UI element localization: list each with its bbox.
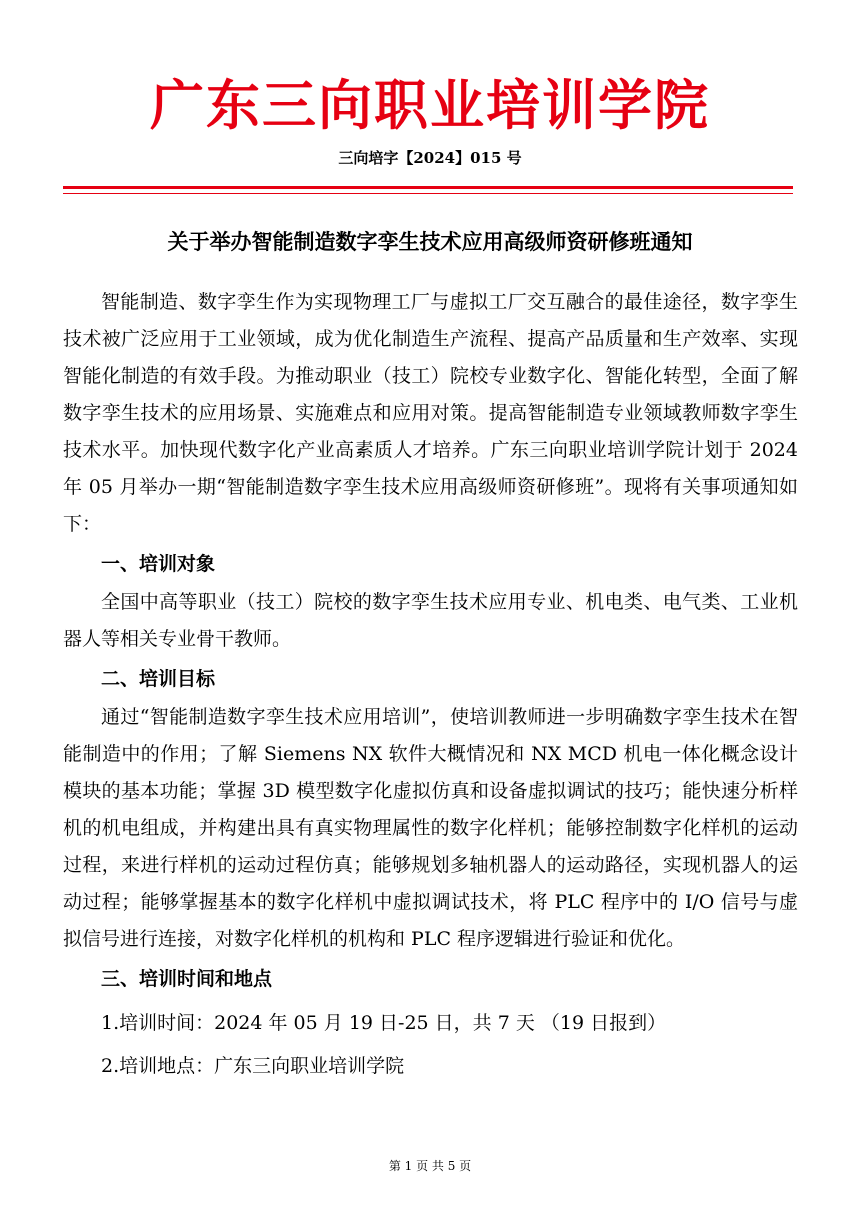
document-number: 三向培字【2024】015 号	[338, 149, 522, 167]
section-heading-objectives: 二、培训目标	[101, 668, 216, 690]
document-body	[63, 284, 798, 1085]
page-footer: 第 1 页 共 5 页	[388, 1159, 472, 1173]
section-heading-trainees: 一、培训对象	[101, 553, 216, 575]
intro-paragraph: 智能制造、数字孪生作为实现物理工厂与虚拟工厂交互融合的最佳途径，数字孪生技术被广泛应用于工业领域，成为优化制造生产流程、提高产品质量和生产效率、实现智能化制造的有效手段。为推动职业（技工）院校专业数字化、智能化转型，全面了解数字孪生技术的应用场景、实施难点和应用对策。提高智能制造专业领域教师数字孪生技术水平。加快现代数字化产业高素质人才培养。广东三向职业培训学院计划于 2024 年 05 月举办一期“智能制造数字孪生技术应用高级师资研修班”。现将有关事项通知如下：	[63, 291, 798, 535]
org-name-header: 广东三向职业培训学院	[150, 73, 710, 137]
list-item-training-place: 2.培训地点：广东三向职业培训学院	[101, 1055, 405, 1077]
section-text-objectives: 通过“智能制造数字孪生技术应用培训”，使培训教师进一步明确数字孪生技术在智能制造中的作用；了解 Siemens NX 软件大概情况和 NX MCD 机电一体化概念设计模块的基本功能；掌握 3D 模型数字化虚拟仿真和设备虚拟调试的技巧；能快速分析样机的机电组成，并构建出具有真实物理属性的数字化样机；能够控制数字化样机的运动过程，来进行样机的运动过程仿真；能够规划多轴机器人的运动路径，实现机器人的运动过程；能够掌握基本的数字化样机中虚拟调试技术，将 PLC 程序中的 I/O 信号与虚拟信号进行连接，对数字化样机的机构和 PLC 程序逻辑进行验证和优化。	[63, 706, 798, 950]
section-text-trainees: 全国中高等职业（技工）院校的数字孪生技术应用专业、机电类、电气类、工业机器人等相关专业骨干教师。	[63, 591, 798, 650]
header-rule-thick	[63, 186, 793, 189]
section-heading-time-place: 三、培训时间和地点	[101, 968, 273, 990]
header-rule-thin	[63, 193, 793, 194]
document-title: 关于举办智能制造数字孪生技术应用高级师资研修班通知	[167, 229, 693, 254]
list-item-training-time: 1.培训时间：2024 年 05 月 19 日-25 日，共 7 天 （19 日报到）	[101, 1012, 667, 1034]
